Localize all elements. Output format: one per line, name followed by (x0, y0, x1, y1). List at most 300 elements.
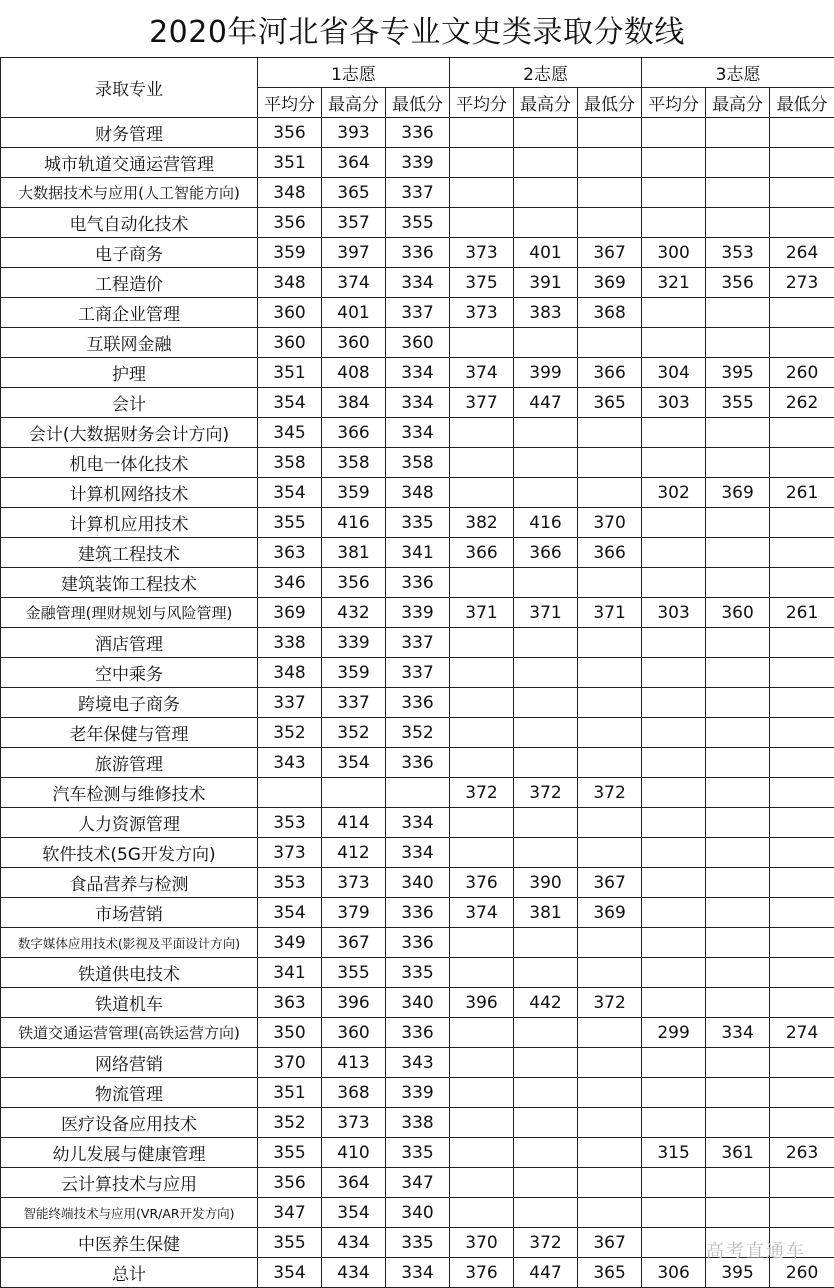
choice-2-avg-score-cell: 376 (450, 1258, 514, 1288)
major-name-cell: 市场营销 (1, 898, 258, 928)
choice-1-min-score-cell: 360 (386, 328, 450, 358)
major-name-cell: 计算机网络技术 (1, 478, 258, 508)
table-row (1, 718, 834, 748)
choice-3-min-score-cell (770, 688, 834, 718)
choice-1-min-score-cell: 335 (386, 1228, 450, 1258)
major-name-cell: 中医养生保健 (1, 1228, 258, 1258)
major-name-cell: 食品营养与检测 (1, 868, 258, 898)
choice-2-max-score-cell (514, 1108, 578, 1138)
choice-2-avg-score-cell: 374 (450, 358, 514, 388)
choice-3-max-score-cell (706, 418, 770, 448)
choice-1-max-score-cell: 401 (322, 298, 386, 328)
choice-2-avg-score-cell: 370 (450, 1228, 514, 1258)
choice-3-min-score-cell (770, 508, 834, 538)
choice-3-max-score-cell (706, 1108, 770, 1138)
choice-3-min-score-cell (770, 1048, 834, 1078)
choice-3-min-score-cell (770, 1108, 834, 1138)
choice-1-avg-score-cell: 354 (258, 388, 322, 418)
choice-3-max-score-cell (706, 778, 770, 808)
choice-2-max-score-cell: 399 (514, 358, 578, 388)
choice-1-min-score-cell: 335 (386, 958, 450, 988)
choice-1-max-score-cell: 373 (322, 1108, 386, 1138)
choice-3-max-score-cell (706, 748, 770, 778)
major-name-cell: 计算机应用技术 (1, 508, 258, 538)
choice-2-max-score-cell (514, 1138, 578, 1168)
choice-3-max-score-cell (706, 868, 770, 898)
choice-2-min-score-cell: 365 (578, 388, 642, 418)
choice-2-min-score-cell: 367 (578, 1228, 642, 1258)
choice-3-max-score-cell (706, 328, 770, 358)
table-row (1, 118, 834, 148)
choice-2-avg-score-cell (450, 1138, 514, 1168)
table-row (1, 988, 834, 1018)
choice-3-max-score-cell: 334 (706, 1018, 770, 1048)
choice-3-avg-score-cell: 300 (642, 238, 706, 268)
choice-3-min-score-cell (770, 748, 834, 778)
choice-1-max-score-cell: 355 (322, 958, 386, 988)
major-name-cell: 数字媒体应用技术(影视及平面设计方向) (1, 928, 258, 958)
choice-2-max-score-cell (514, 478, 578, 508)
choice-1-min-score-cell: 337 (386, 298, 450, 328)
avg-score-header: 平均分 (258, 88, 322, 118)
table-row (1, 328, 834, 358)
choice-2-max-score-cell (514, 628, 578, 658)
choice-3-min-score-cell (770, 898, 834, 928)
choice-3-avg-score-cell: 302 (642, 478, 706, 508)
choice-2-max-score-cell (514, 568, 578, 598)
choice-2-min-score-cell (578, 568, 642, 598)
choice-2-max-score-cell: 372 (514, 778, 578, 808)
table-row (1, 808, 834, 838)
choice-2-min-score-cell (578, 838, 642, 868)
choice-3-avg-score-cell (642, 958, 706, 988)
choice-2-min-score-cell (578, 178, 642, 208)
choice-3-min-score-cell (770, 628, 834, 658)
choice-3-max-score-cell (706, 1048, 770, 1078)
choice-2-min-score-cell: 371 (578, 598, 642, 628)
choice-2-avg-score-cell: 382 (450, 508, 514, 538)
choice-1-min-score-cell (386, 778, 450, 808)
choice-2-min-score-cell (578, 118, 642, 148)
choice-3-avg-score-cell (642, 508, 706, 538)
choice-1-min-score-cell: 336 (386, 688, 450, 718)
choice-2-header: 2志愿 (450, 58, 642, 88)
major-name-cell: 跨境电子商务 (1, 688, 258, 718)
choice-1-min-score-cell: 348 (386, 478, 450, 508)
choice-2-max-score-cell (514, 1168, 578, 1198)
choice-1-min-score-cell: 334 (386, 388, 450, 418)
choice-3-header: 3志愿 (642, 58, 834, 88)
choice-3-max-score-cell (706, 988, 770, 1018)
choice-2-min-score-cell: 367 (578, 238, 642, 268)
choice-1-max-score-cell: 432 (322, 598, 386, 628)
table-row (1, 298, 834, 328)
choice-2-avg-score-cell (450, 328, 514, 358)
choice-1-avg-score-cell: 349 (258, 928, 322, 958)
choice-3-min-score-cell (770, 448, 834, 478)
choice-2-avg-score-cell (450, 478, 514, 508)
choice-1-avg-score-cell: 352 (258, 718, 322, 748)
choice-2-avg-score-cell (450, 838, 514, 868)
choice-2-avg-score-cell: 373 (450, 238, 514, 268)
choice-3-min-score-cell (770, 1198, 834, 1228)
choice-2-max-score-cell: 447 (514, 388, 578, 418)
choice-2-max-score-cell (514, 448, 578, 478)
choice-2-max-score-cell (514, 1018, 578, 1048)
choice-1-max-score-cell: 408 (322, 358, 386, 388)
choice-1-max-score-cell: 360 (322, 1018, 386, 1048)
choice-2-max-score-cell (514, 688, 578, 718)
choice-3-max-score-cell: 353 (706, 238, 770, 268)
choice-2-min-score-cell (578, 748, 642, 778)
choice-2-avg-score-cell: 366 (450, 538, 514, 568)
choice-2-max-score-cell (514, 1078, 578, 1108)
choice-3-avg-score-cell (642, 898, 706, 928)
choice-1-min-score-cell: 335 (386, 508, 450, 538)
choice-1-avg-score-cell: 348 (258, 268, 322, 298)
choice-1-max-score-cell: 359 (322, 478, 386, 508)
major-name-cell: 网络营销 (1, 1048, 258, 1078)
table-row (1, 928, 834, 958)
choice-3-min-score-cell (770, 658, 834, 688)
table-row (1, 268, 834, 298)
choice-1-min-score-cell: 339 (386, 1078, 450, 1108)
choice-3-avg-score-cell: 304 (642, 358, 706, 388)
table-row (1, 898, 834, 928)
choice-3-min-score-cell (770, 958, 834, 988)
choice-1-avg-score-cell: 359 (258, 238, 322, 268)
choice-2-max-score-cell (514, 1048, 578, 1078)
major-name-cell: 机电一体化技术 (1, 448, 258, 478)
choice-1-avg-score-cell: 355 (258, 1138, 322, 1168)
choice-1-avg-score-cell: 360 (258, 298, 322, 328)
choice-1-max-score-cell: 357 (322, 208, 386, 238)
choice-2-max-score-cell (514, 148, 578, 178)
choice-3-max-score-cell (706, 838, 770, 868)
choice-1-max-score-cell (322, 778, 386, 808)
table-row (1, 1078, 834, 1108)
choice-3-avg-score-cell (642, 1048, 706, 1078)
choice-2-max-score-cell: 442 (514, 988, 578, 1018)
choice-3-max-score-cell (706, 658, 770, 688)
choice-2-avg-score-cell: 373 (450, 298, 514, 328)
major-name-cell: 软件技术(5G开发方向) (1, 838, 258, 868)
major-name-cell: 空中乘务 (1, 658, 258, 688)
min-score-header: 最低分 (386, 88, 450, 118)
choice-3-max-score-cell (706, 208, 770, 238)
choice-3-avg-score-cell (642, 328, 706, 358)
choice-3-max-score-cell (706, 718, 770, 748)
choice-3-max-score-cell (706, 928, 770, 958)
choice-2-min-score-cell (578, 688, 642, 718)
major-name-cell: 云计算技术与应用 (1, 1168, 258, 1198)
choice-3-avg-score-cell (642, 1078, 706, 1108)
choice-3-max-score-cell (706, 178, 770, 208)
major-name-cell: 铁道机车 (1, 988, 258, 1018)
choice-2-min-score-cell: 369 (578, 898, 642, 928)
choice-3-max-score-cell: 395 (706, 1258, 770, 1288)
choice-3-avg-score-cell (642, 688, 706, 718)
table-row (1, 388, 834, 418)
choice-3-min-score-cell: 261 (770, 478, 834, 508)
choice-2-avg-score-cell (450, 448, 514, 478)
choice-3-avg-score-cell (642, 418, 706, 448)
choice-1-max-score-cell: 434 (322, 1258, 386, 1288)
choice-2-max-score-cell (514, 958, 578, 988)
choice-2-max-score-cell: 381 (514, 898, 578, 928)
choice-1-max-score-cell: 367 (322, 928, 386, 958)
choice-3-min-score-cell: 260 (770, 1258, 834, 1288)
table-row (1, 1198, 834, 1228)
choice-1-min-score-cell: 340 (386, 988, 450, 1018)
choice-3-avg-score-cell (642, 838, 706, 868)
choice-1-avg-score-cell (258, 778, 322, 808)
choice-3-avg-score-cell (642, 658, 706, 688)
choice-1-min-score-cell: 340 (386, 1198, 450, 1228)
choice-3-max-score-cell (706, 508, 770, 538)
choice-1-avg-score-cell: 346 (258, 568, 322, 598)
choice-2-min-score-cell (578, 1018, 642, 1048)
choice-2-max-score-cell (514, 718, 578, 748)
choice-2-avg-score-cell: 374 (450, 898, 514, 928)
choice-1-min-score-cell: 358 (386, 448, 450, 478)
choice-2-avg-score-cell (450, 418, 514, 448)
choice-1-avg-score-cell: 360 (258, 328, 322, 358)
choice-1-min-score-cell: 334 (386, 808, 450, 838)
choice-1-min-score-cell: 335 (386, 1138, 450, 1168)
choice-3-min-score-cell (770, 1078, 834, 1108)
choice-2-min-score-cell (578, 958, 642, 988)
table-row (1, 658, 834, 688)
choice-2-max-score-cell (514, 208, 578, 238)
table-row (1, 868, 834, 898)
choice-2-max-score-cell: 371 (514, 598, 578, 628)
choice-2-avg-score-cell (450, 178, 514, 208)
choice-1-avg-score-cell: 352 (258, 1108, 322, 1138)
choice-3-max-score-cell (706, 298, 770, 328)
choice-3-avg-score-cell (642, 808, 706, 838)
major-name-cell: 建筑装饰工程技术 (1, 568, 258, 598)
choice-2-avg-score-cell (450, 118, 514, 148)
major-name-cell: 医疗设备应用技术 (1, 1108, 258, 1138)
choice-2-avg-score-cell (450, 1078, 514, 1108)
choice-3-avg-score-cell: 315 (642, 1138, 706, 1168)
choice-3-min-score-cell (770, 718, 834, 748)
choice-3-min-score-cell (770, 298, 834, 328)
choice-3-max-score-cell (706, 538, 770, 568)
choice-1-max-score-cell: 356 (322, 568, 386, 598)
choice-1-avg-score-cell: 356 (258, 208, 322, 238)
choice-1-max-score-cell: 373 (322, 868, 386, 898)
major-name-cell: 铁道交通运营管理(高铁运营方向) (1, 1018, 258, 1048)
choice-2-avg-score-cell (450, 688, 514, 718)
choice-3-avg-score-cell (642, 1228, 706, 1258)
choice-1-min-score-cell: 337 (386, 178, 450, 208)
min-score-header: 最低分 (770, 88, 834, 118)
choice-2-max-score-cell (514, 928, 578, 958)
choice-1-max-score-cell: 352 (322, 718, 386, 748)
choice-1-max-score-cell: 368 (322, 1078, 386, 1108)
choice-2-max-score-cell: 383 (514, 298, 578, 328)
choice-2-min-score-cell (578, 478, 642, 508)
choice-3-min-score-cell (770, 568, 834, 598)
major-name-cell: 财务管理 (1, 118, 258, 148)
choice-2-avg-score-cell: 372 (450, 778, 514, 808)
choice-1-min-score-cell: 334 (386, 358, 450, 388)
page-title: 2020年河北省各专业文史类录取分数线 (0, 0, 834, 57)
choice-1-avg-score-cell: 356 (258, 118, 322, 148)
table-row (1, 628, 834, 658)
choice-3-min-score-cell (770, 868, 834, 898)
choice-1-max-score-cell: 379 (322, 898, 386, 928)
choice-2-min-score-cell: 372 (578, 778, 642, 808)
choice-3-avg-score-cell (642, 718, 706, 748)
choice-3-avg-score-cell (642, 178, 706, 208)
choice-1-avg-score-cell: 356 (258, 1168, 322, 1198)
choice-1-avg-score-cell: 348 (258, 178, 322, 208)
major-column-header: 录取专业 (1, 58, 258, 118)
choice-3-avg-score-cell (642, 778, 706, 808)
choice-2-avg-score-cell (450, 718, 514, 748)
choice-2-min-score-cell (578, 928, 642, 958)
choice-1-avg-score-cell: 354 (258, 478, 322, 508)
choice-1-max-score-cell: 384 (322, 388, 386, 418)
major-name-cell: 汽车检测与维修技术 (1, 778, 258, 808)
choice-1-min-score-cell: 339 (386, 148, 450, 178)
choice-1-max-score-cell: 366 (322, 418, 386, 448)
choice-1-min-score-cell: 340 (386, 868, 450, 898)
table-row (1, 418, 834, 448)
choice-2-avg-score-cell (450, 748, 514, 778)
choice-1-max-score-cell: 337 (322, 688, 386, 718)
choice-1-max-score-cell: 414 (322, 808, 386, 838)
choice-3-max-score-cell: 361 (706, 1138, 770, 1168)
choice-2-min-score-cell (578, 148, 642, 178)
choice-1-max-score-cell: 360 (322, 328, 386, 358)
choice-1-avg-score-cell: 338 (258, 628, 322, 658)
choice-2-max-score-cell (514, 328, 578, 358)
choice-2-max-score-cell (514, 658, 578, 688)
major-name-cell: 旅游管理 (1, 748, 258, 778)
major-name-cell: 老年保健与管理 (1, 718, 258, 748)
choice-3-avg-score-cell (642, 988, 706, 1018)
choice-3-max-score-cell (706, 1198, 770, 1228)
choice-2-max-score-cell (514, 418, 578, 448)
major-name-cell: 酒店管理 (1, 628, 258, 658)
choice-3-min-score-cell (770, 418, 834, 448)
choice-3-max-score-cell (706, 808, 770, 838)
choice-3-avg-score-cell (642, 748, 706, 778)
choice-1-min-score-cell: 337 (386, 628, 450, 658)
choice-3-min-score-cell (770, 328, 834, 358)
choice-1-max-score-cell: 393 (322, 118, 386, 148)
choice-1-max-score-cell: 354 (322, 748, 386, 778)
choice-2-min-score-cell (578, 628, 642, 658)
choice-3-min-score-cell (770, 178, 834, 208)
choice-2-avg-score-cell (450, 628, 514, 658)
choice-3-avg-score-cell: 299 (642, 1018, 706, 1048)
choice-2-min-score-cell (578, 718, 642, 748)
choice-1-max-score-cell: 358 (322, 448, 386, 478)
table-row (1, 238, 834, 268)
choice-1-avg-score-cell: 337 (258, 688, 322, 718)
choice-1-min-score-cell: 336 (386, 238, 450, 268)
major-name-cell: 建筑工程技术 (1, 538, 258, 568)
choice-2-max-score-cell: 390 (514, 868, 578, 898)
choice-2-avg-score-cell: 371 (450, 598, 514, 628)
choice-3-avg-score-cell (642, 868, 706, 898)
choice-2-min-score-cell (578, 448, 642, 478)
table-row (1, 448, 834, 478)
choice-1-max-score-cell: 374 (322, 268, 386, 298)
choice-1-max-score-cell: 416 (322, 508, 386, 538)
table-row (1, 148, 834, 178)
choice-1-max-score-cell: 396 (322, 988, 386, 1018)
table-row (1, 538, 834, 568)
table-row (1, 1018, 834, 1048)
choice-2-min-score-cell: 370 (578, 508, 642, 538)
choice-1-avg-score-cell: 363 (258, 538, 322, 568)
choice-3-avg-score-cell (642, 448, 706, 478)
table-row (1, 358, 834, 388)
score-rows (1, 118, 834, 1288)
choice-1-avg-score-cell: 345 (258, 418, 322, 448)
choice-2-avg-score-cell: 377 (450, 388, 514, 418)
choice-3-min-score-cell (770, 778, 834, 808)
max-score-header: 最高分 (514, 88, 578, 118)
choice-1-max-score-cell: 364 (322, 148, 386, 178)
choice-1-avg-score-cell: 369 (258, 598, 322, 628)
choice-3-max-score-cell (706, 448, 770, 478)
choice-1-min-score-cell: 336 (386, 748, 450, 778)
choice-2-min-score-cell: 367 (578, 868, 642, 898)
major-name-cell: 电子商务 (1, 238, 258, 268)
choice-3-min-score-cell: 262 (770, 388, 834, 418)
choice-1-avg-score-cell: 351 (258, 358, 322, 388)
choice-1-min-score-cell: 341 (386, 538, 450, 568)
choice-2-avg-score-cell (450, 928, 514, 958)
major-name-cell: 金融管理(理财规划与风险管理) (1, 598, 258, 628)
choice-1-max-score-cell: 434 (322, 1228, 386, 1258)
choice-1-min-score-cell: 334 (386, 1258, 450, 1288)
choice-3-min-score-cell (770, 148, 834, 178)
major-name-cell: 城市轨道交通运营管理 (1, 148, 258, 178)
choice-3-max-score-cell (706, 148, 770, 178)
choice-3-max-score-cell: 356 (706, 268, 770, 298)
choice-3-min-score-cell: 263 (770, 1138, 834, 1168)
table-row (1, 508, 834, 538)
table-row (1, 1108, 834, 1138)
choice-1-max-score-cell: 364 (322, 1168, 386, 1198)
choice-2-max-score-cell (514, 1198, 578, 1228)
choice-2-min-score-cell (578, 1198, 642, 1228)
choice-1-min-score-cell: 334 (386, 268, 450, 298)
choice-3-max-score-cell (706, 1168, 770, 1198)
max-score-header: 最高分 (322, 88, 386, 118)
choice-3-avg-score-cell (642, 1108, 706, 1138)
choice-1-avg-score-cell: 348 (258, 658, 322, 688)
choice-1-min-score-cell: 343 (386, 1048, 450, 1078)
choice-2-min-score-cell (578, 1138, 642, 1168)
avg-score-header: 平均分 (450, 88, 514, 118)
table-row (1, 208, 834, 238)
choice-1-avg-score-cell: 341 (258, 958, 322, 988)
table-row (1, 748, 834, 778)
max-score-header: 最高分 (706, 88, 770, 118)
major-name-cell: 大数据技术与应用(人工智能方向) (1, 178, 258, 208)
choice-3-avg-score-cell (642, 538, 706, 568)
choice-1-max-score-cell: 359 (322, 658, 386, 688)
